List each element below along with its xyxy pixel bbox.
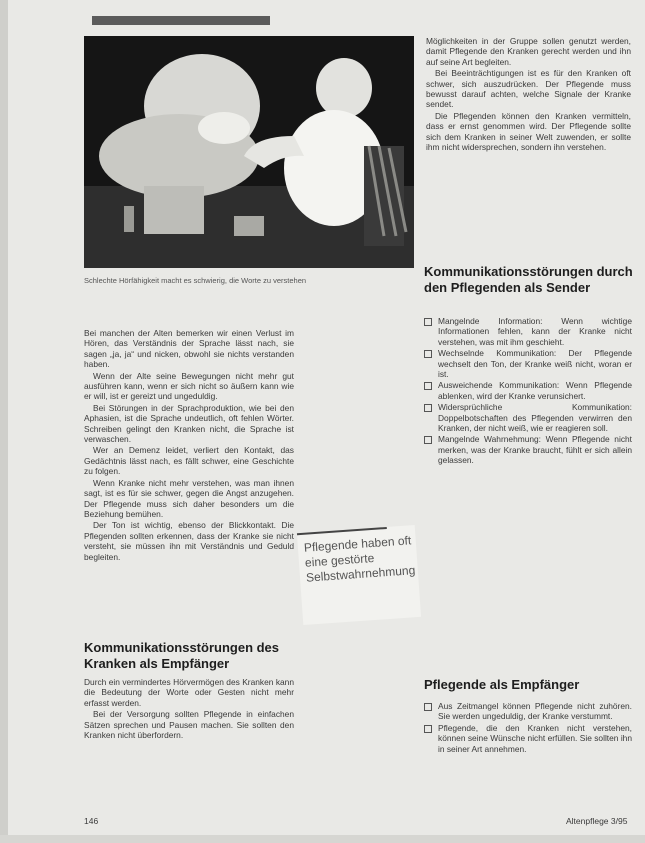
list-item-text: Ausweichende Kommunikation: Wenn Pflegende ablenken, wird der Kranke verunsichert. — [438, 380, 632, 401]
paragraph: Bei Störungen in der Sprachproduktion, wie bei den Aphasien, ist die Sprache undeutlich, oft fehlen Wörter. Schreiben gelingt den Kranken nicht, die Sprache ist verwaschen. — [84, 402, 294, 445]
sender-disorder-list — [424, 316, 632, 467]
list-item — [424, 380, 632, 401]
paragraph: Die Pflegenden können den Kranken vermitteln, dass er ernst genommen wird. Der Pflegende sollte sich dem Kranken in seiner Welt zuwenden, er sollte ihm nicht widersprechen, sondern ihn verstehen. — [426, 110, 631, 153]
list-item — [424, 723, 632, 754]
section-heading-caregiver-recipient: Pflegende als Empfänger — [424, 677, 580, 692]
page-shadow-left — [0, 0, 8, 843]
list-item-text: Aus Zeitmangel können Pflegende nicht zuhören. Sie werden ungeduldig, der Kranke verstummt. — [438, 701, 632, 722]
list-item — [424, 701, 632, 722]
list-item — [424, 348, 632, 379]
checkbox-bullet-icon — [424, 382, 432, 390]
checkbox-bullet-icon — [424, 703, 432, 711]
paragraph: Möglichkeiten in der Gruppe sollen genutzt werden, damit Pflegende den Kranken gerecht werden und ihn auf seine Art begleiten. — [426, 36, 631, 67]
pull-quote: Pflegende haben oft eine gestörte Selbstwahrnehmung — [303, 533, 416, 585]
paragraph: Wer an Demenz leidet, verliert den Kontakt, das Gedächtnis lässt nach, es fällt schwer, eine Geschichte zu folgen. — [84, 445, 294, 477]
page-number: 146 — [84, 816, 99, 826]
list-item — [424, 434, 632, 465]
section-tab — [92, 16, 270, 25]
paragraph: Der Ton ist wichtig, ebenso der Blickkontakt. Die Pflegenden sollten erkennen, dass der Kranke sie nicht versteht, sie müssen ihn mit Verständnis und Geduld begleiten. — [84, 520, 294, 562]
section-heading-recipient: Kommunikationsstörungen des Kranken als Empfänger — [84, 640, 280, 671]
checkbox-bullet-icon — [424, 436, 432, 444]
paragraph: Bei der Versorgung sollten Pflegende in einfachen Sätzen sprechen und Pausen machen. Sie sollten den Kranken nicht überfordern. — [84, 709, 294, 741]
list-item — [424, 316, 632, 347]
right-column-text — [426, 36, 631, 153]
list-item-text: Widersprüchliche Kommunikation: Doppelbotschaften des Pflegenden verwirren den Kranken, der nicht weiß, wie er reagieren soll. — [438, 402, 632, 434]
paragraph: Bei Beeinträchtigungen ist es für den Kranken oft schwer, sich auszudrücken. Der Pflegende muss bewusst darauf achten, welche Signale der Kranke sendet. — [426, 68, 631, 110]
page-shadow-bottom — [0, 835, 645, 843]
article-photo — [84, 36, 414, 268]
paragraph: Durch ein vermindertes Hörvermögen des Kranken kann die Bedeutung der Worte oder Gesten nicht mehr erfasst werden. — [84, 677, 294, 708]
photo-illustration — [84, 36, 414, 268]
paragraph: Wenn der Alte seine Bewegungen nicht mehr gut ausführen kann, wenn er sich nicht so äußern kann wie er will, ist er gereizt und ungeduldig. — [84, 370, 294, 402]
checkbox-bullet-icon — [424, 318, 432, 326]
list-item-text: Pflegende, die den Kranken nicht verstehen, können seine Wünsche nicht erfüllen. Sie sollten ihn in seiner Art annehmen. — [438, 722, 632, 754]
paragraph: Wenn Kranke nicht mehr verstehen, was man ihnen sagt, ist es für sie schwer, gegen die Angst anzugehen. Der Pflegende muss sich daher besonders um die Beziehung bemühen. — [84, 477, 294, 519]
pull-quote-rule — [297, 527, 387, 535]
list-item-text: Wechselnde Kommunikation: Der Pflegende wechselt den Ton, der Kranke weiß nicht, woran er ist. — [438, 348, 632, 380]
list-item — [424, 402, 632, 433]
photo-caption: Schlechte Hörfähigkeit macht es schwierig, die Worte zu verstehen — [84, 276, 307, 285]
recipient-disorder-list — [424, 701, 632, 755]
checkbox-bullet-icon — [424, 350, 432, 358]
footer-source: Altenpflege 3/95 — [566, 816, 628, 826]
pull-quote-box — [297, 525, 421, 625]
checkbox-bullet-icon — [424, 725, 432, 733]
section-heading-sender: Kommunikationsstörungen durch den Pflegenden als Sender — [424, 264, 633, 295]
list-item-text: Mangelnde Wahrnehmung: Wenn Pflegende nicht merken, was der Kranke braucht, fühlt er sich allein gelassen. — [438, 434, 632, 466]
left-column-bottom-text — [84, 677, 294, 741]
paragraph: Bei manchen der Alten bemerken wir einen Verlust im Hören, das Verständnis der Sprache lässt nach, sie sagen „ja, ja“ und nicken, obwohl sie nichts verstanden haben. — [84, 328, 294, 370]
left-column-text — [84, 328, 294, 563]
checkbox-bullet-icon — [424, 404, 432, 412]
list-item-text: Mangelnde Information: Wenn wichtige Informationen fehlen, kann der Kranke nicht verstehen, was mit ihm geschieht. — [438, 316, 632, 347]
